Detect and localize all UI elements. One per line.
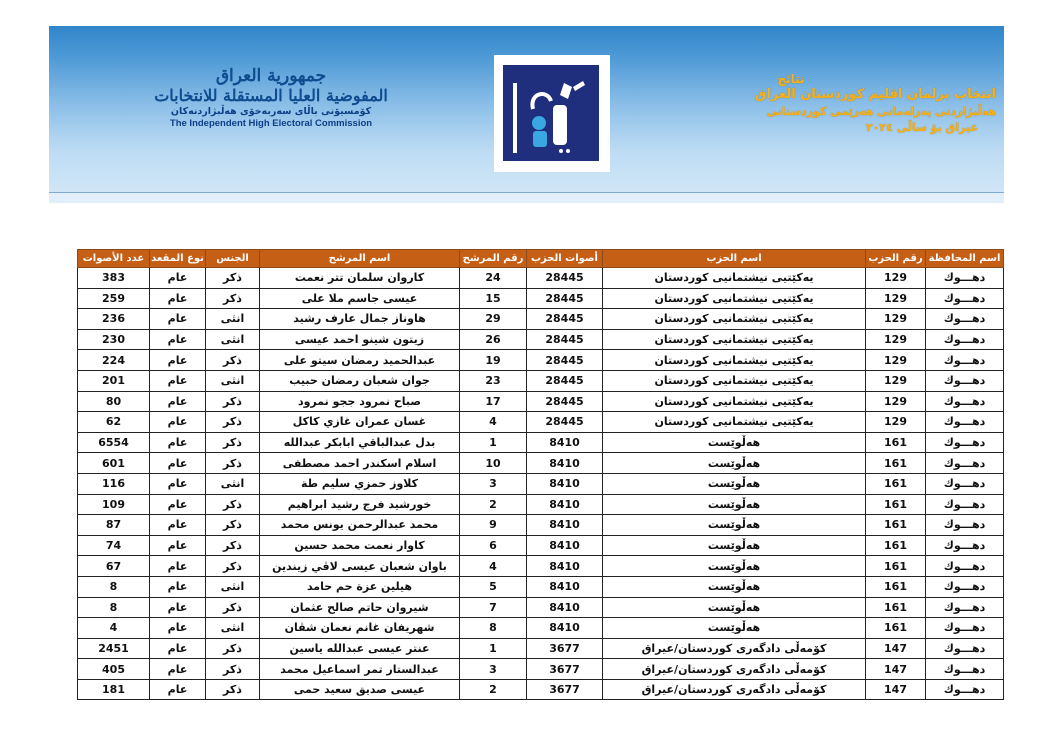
commission-kurdish-title: كۆمسیۆنی باڵای سەربەخۆی هەڵبژاردنەكان <box>170 106 372 117</box>
cell-party-votes: 3677 <box>527 679 603 700</box>
cell-candidate-name: زيتون شينو احمد عيسى <box>260 329 460 350</box>
results-title: نتائج <box>777 72 805 86</box>
cell-party-number: 147 <box>866 659 926 680</box>
cell-party-votes: 28445 <box>527 288 603 309</box>
cell-governorate: دهـــوك <box>926 329 1004 350</box>
cell-gender: انثى <box>206 329 260 350</box>
table-row <box>78 391 1004 412</box>
cell-party-number: 161 <box>866 556 926 577</box>
cell-party-name: هەڵوێست <box>603 556 866 577</box>
cell-party-votes: 8410 <box>527 432 603 453</box>
cell-gender: ذكر <box>206 494 260 515</box>
cell-seat-type: عام <box>150 659 206 680</box>
cell-party-name: يەكێتیی نیشتمانیی كوردستان <box>603 309 866 330</box>
commission-arabic-title-line2: المفوضية العليا المستقلة للانتخابات <box>154 86 388 105</box>
cell-party-votes: 28445 <box>527 309 603 330</box>
cell-gender: انثى <box>206 618 260 639</box>
cell-candidate-number: 4 <box>460 556 527 577</box>
cell-party-name: كۆمەڵی دادگەری كوردستان/عیراق <box>603 679 866 700</box>
table-row <box>78 370 1004 391</box>
cell-votes: 109 <box>78 494 150 515</box>
table-row <box>78 412 1004 433</box>
cell-votes: 181 <box>78 679 150 700</box>
cell-votes: 230 <box>78 329 150 350</box>
cell-party-votes: 8410 <box>527 473 603 494</box>
table-row <box>78 473 1004 494</box>
cell-party-number: 161 <box>866 473 926 494</box>
cell-party-name: هەڵوێست <box>603 473 866 494</box>
table-row <box>78 638 1004 659</box>
table-row <box>78 309 1004 330</box>
cell-gender: ذكر <box>206 535 260 556</box>
cell-candidate-name: شيروان حاتم صالح عثمان <box>260 597 460 618</box>
cell-party-votes: 28445 <box>527 412 603 433</box>
cell-party-name: هەڵوێست <box>603 576 866 597</box>
cell-candidate-name: هيلين عزة حم حامد <box>260 576 460 597</box>
cell-party-number: 147 <box>866 679 926 700</box>
cell-party-votes: 8410 <box>527 453 603 474</box>
column-header-party-votes: أصوات الحزب <box>527 250 603 268</box>
cell-candidate-name: عبدالستار تمر اسماعيل محمد <box>260 659 460 680</box>
cell-seat-type: عام <box>150 350 206 371</box>
cell-gender: ذكر <box>206 288 260 309</box>
cell-governorate: دهـــوك <box>926 288 1004 309</box>
cell-party-name: هەڵوێست <box>603 494 866 515</box>
cell-party-votes: 8410 <box>527 556 603 577</box>
cell-governorate: دهـــوك <box>926 473 1004 494</box>
cell-party-votes: 28445 <box>527 350 603 371</box>
cell-party-number: 129 <box>866 391 926 412</box>
cell-seat-type: عام <box>150 535 206 556</box>
cell-party-name: هەڵوێست <box>603 618 866 639</box>
cell-candidate-number: 2 <box>460 679 527 700</box>
cell-party-name: يەكێتیی نیشتمانیی كوردستان <box>603 370 866 391</box>
cell-votes: 2451 <box>78 638 150 659</box>
election-title-block <box>666 72 996 136</box>
cell-party-name: يەكێتیی نیشتمانیی كوردستان <box>603 412 866 433</box>
cell-gender: ذكر <box>206 515 260 536</box>
table-row <box>78 618 1004 639</box>
table-row <box>78 494 1004 515</box>
cell-gender: ذكر <box>206 391 260 412</box>
cell-candidate-name: بدل عبدالباقي ابابكر عبدالله <box>260 432 460 453</box>
cell-votes: 87 <box>78 515 150 536</box>
column-header-gender: الجنس <box>206 250 260 268</box>
cell-governorate: دهـــوك <box>926 576 1004 597</box>
cell-seat-type: عام <box>150 638 206 659</box>
cell-votes: 236 <box>78 309 150 330</box>
cell-seat-type: عام <box>150 515 206 536</box>
cell-party-number: 161 <box>866 597 926 618</box>
cell-votes: 116 <box>78 473 150 494</box>
cell-gender: ذكر <box>206 432 260 453</box>
cell-candidate-number: 2 <box>460 494 527 515</box>
cell-gender: ذكر <box>206 412 260 433</box>
cell-candidate-number: 24 <box>460 268 527 289</box>
cell-seat-type: عام <box>150 597 206 618</box>
cell-party-votes: 8410 <box>527 576 603 597</box>
cell-candidate-number: 1 <box>460 432 527 453</box>
cell-candidate-name: خورشيد فرج رشيد ابراهيم <box>260 494 460 515</box>
cell-seat-type: عام <box>150 494 206 515</box>
cell-votes: 6554 <box>78 432 150 453</box>
cell-seat-type: عام <box>150 618 206 639</box>
cell-party-number: 129 <box>866 412 926 433</box>
cell-seat-type: عام <box>150 329 206 350</box>
cell-governorate: دهـــوك <box>926 412 1004 433</box>
cell-party-number: 147 <box>866 638 926 659</box>
cell-party-votes: 28445 <box>527 268 603 289</box>
cell-candidate-number: 10 <box>460 453 527 474</box>
cell-candidate-name: هاوناز جمال عارف رشيد <box>260 309 460 330</box>
cell-party-number: 161 <box>866 515 926 536</box>
cell-seat-type: عام <box>150 556 206 577</box>
cell-gender: ذكر <box>206 679 260 700</box>
cell-governorate: دهـــوك <box>926 535 1004 556</box>
cell-candidate-name: غسان عمران غازي كاكل <box>260 412 460 433</box>
commission-arabic-title-line1: جمهورية العراق <box>215 66 327 86</box>
cell-candidate-name: عيسى جاسم ملا على <box>260 288 460 309</box>
cell-candidate-number: 23 <box>460 370 527 391</box>
cell-governorate: دهـــوك <box>926 597 1004 618</box>
cell-seat-type: عام <box>150 370 206 391</box>
cell-candidate-number: 15 <box>460 288 527 309</box>
column-header-votes: عدد الأصوات <box>78 250 150 268</box>
election-year: عیراق بۆ ساڵی ٢٠٢٤ <box>865 121 978 134</box>
cell-candidate-number: 4 <box>460 412 527 433</box>
cell-party-name: هەڵوێست <box>603 515 866 536</box>
cell-party-name: كۆمەڵی دادگەری كوردستان/عیراق <box>603 659 866 680</box>
cell-party-name: كۆمەڵی دادگەری كوردستان/عیراق <box>603 638 866 659</box>
cell-party-number: 161 <box>866 494 926 515</box>
cell-party-votes: 3677 <box>527 659 603 680</box>
table-row <box>78 597 1004 618</box>
cell-seat-type: عام <box>150 391 206 412</box>
cell-candidate-number: 17 <box>460 391 527 412</box>
cell-governorate: دهـــوك <box>926 432 1004 453</box>
cell-seat-type: عام <box>150 453 206 474</box>
cell-candidate-name: محمد عبدالرحمن يونس محمد <box>260 515 460 536</box>
cell-votes: 67 <box>78 556 150 577</box>
commission-english-title: The Independent High Electoral Commission <box>169 118 373 129</box>
cell-gender: انثى <box>206 370 260 391</box>
cell-candidate-name: كاوار نعمت محمد حسين <box>260 535 460 556</box>
cell-candidate-name: عيسى صديق سعيد حمى <box>260 679 460 700</box>
cell-candidate-number: 8 <box>460 618 527 639</box>
cell-gender: انثى <box>206 473 260 494</box>
cell-party-number: 161 <box>866 453 926 474</box>
table-row <box>78 659 1004 680</box>
cell-votes: 259 <box>78 288 150 309</box>
cell-gender: ذكر <box>206 638 260 659</box>
cell-candidate-name: اسلام اسكندر احمد مصطفى <box>260 453 460 474</box>
cell-party-number: 129 <box>866 309 926 330</box>
table-row <box>78 515 1004 536</box>
cell-seat-type: عام <box>150 679 206 700</box>
cell-votes: 80 <box>78 391 150 412</box>
cell-candidate-name: عبدالحميد رمضان سيتو على <box>260 350 460 371</box>
cell-party-number: 129 <box>866 288 926 309</box>
ballot-logo-icon <box>503 65 599 161</box>
column-header-governorate: اسم المحافظة <box>926 250 1004 268</box>
cell-party-number: 161 <box>866 618 926 639</box>
cell-candidate-number: 6 <box>460 535 527 556</box>
cell-party-name: هەڵوێست <box>603 432 866 453</box>
cell-party-votes: 3677 <box>527 638 603 659</box>
cell-gender: ذكر <box>206 268 260 289</box>
cell-candidate-number: 1 <box>460 638 527 659</box>
cell-party-name: يەكێتیی نیشتمانیی كوردستان <box>603 329 866 350</box>
cell-gender: ذكر <box>206 659 260 680</box>
cell-governorate: دهـــوك <box>926 679 1004 700</box>
cell-party-name: يەكێتیی نیشتمانیی كوردستان <box>603 350 866 371</box>
cell-governorate: دهـــوك <box>926 453 1004 474</box>
table-row <box>78 329 1004 350</box>
cell-party-number: 129 <box>866 329 926 350</box>
cell-party-name: هەڵوێست <box>603 597 866 618</box>
cell-candidate-name: كاروان سلمان تتر نعمت <box>260 268 460 289</box>
cell-party-votes: 8410 <box>527 535 603 556</box>
cell-candidate-number: 26 <box>460 329 527 350</box>
cell-party-number: 161 <box>866 576 926 597</box>
ihec-logo <box>494 55 610 172</box>
election-title-kurdish: هەڵبژاردنی پەرلەمانی هەرێمی كوردستانی <box>766 105 996 118</box>
cell-party-votes: 28445 <box>527 391 603 412</box>
cell-gender: ذكر <box>206 597 260 618</box>
cell-governorate: دهـــوك <box>926 494 1004 515</box>
cell-votes: 8 <box>78 597 150 618</box>
cell-votes: 405 <box>78 659 150 680</box>
cell-party-name: يەكێتیی نیشتمانیی كوردستان <box>603 288 866 309</box>
results-table <box>77 249 1004 700</box>
cell-party-number: 129 <box>866 268 926 289</box>
column-header-seat-type: نوع المقعد <box>150 250 206 268</box>
cell-seat-type: عام <box>150 412 206 433</box>
cell-candidate-number: 3 <box>460 659 527 680</box>
cell-candidate-name: كلاوز حمزي سليم طة <box>260 473 460 494</box>
cell-governorate: دهـــوك <box>926 618 1004 639</box>
cell-governorate: دهـــوك <box>926 370 1004 391</box>
column-header-candidate-name: اسم المرشح <box>260 250 460 268</box>
cell-governorate: دهـــوك <box>926 268 1004 289</box>
cell-votes: 74 <box>78 535 150 556</box>
cell-candidate-number: 19 <box>460 350 527 371</box>
table-row <box>78 288 1004 309</box>
cell-party-votes: 8410 <box>527 618 603 639</box>
cell-gender: انثى <box>206 576 260 597</box>
column-header-party-name: اسم الحزب <box>603 250 866 268</box>
cell-candidate-name: شهريفان غانم نعمان شڤان <box>260 618 460 639</box>
table-row <box>78 556 1004 577</box>
cell-party-name: يەكێتیی نیشتمانیی كوردستان <box>603 268 866 289</box>
cell-candidate-number: 5 <box>460 576 527 597</box>
cell-governorate: دهـــوك <box>926 350 1004 371</box>
cell-seat-type: عام <box>150 473 206 494</box>
cell-party-votes: 28445 <box>527 329 603 350</box>
banner-footer-strip <box>49 193 1004 203</box>
cell-votes: 601 <box>78 453 150 474</box>
cell-party-name: هەڵوێست <box>603 453 866 474</box>
cell-governorate: دهـــوك <box>926 638 1004 659</box>
cell-governorate: دهـــوك <box>926 556 1004 577</box>
cell-party-number: 161 <box>866 432 926 453</box>
cell-seat-type: عام <box>150 288 206 309</box>
table-row <box>78 535 1004 556</box>
commission-emblem <box>141 66 401 129</box>
column-header-candidate-number: رقم المرشح <box>460 250 527 268</box>
cell-votes: 62 <box>78 412 150 433</box>
cell-party-votes: 8410 <box>527 494 603 515</box>
cell-candidate-name: باوان شعبان عيسى لاڤي زيندين <box>260 556 460 577</box>
cell-candidate-name: عنتر عيسى عبدالله ياسين <box>260 638 460 659</box>
table-row <box>78 268 1004 289</box>
table-header-row <box>78 250 1004 268</box>
cell-seat-type: عام <box>150 309 206 330</box>
table-row <box>78 576 1004 597</box>
cell-governorate: دهـــوك <box>926 391 1004 412</box>
cell-seat-type: عام <box>150 268 206 289</box>
cell-candidate-number: 3 <box>460 473 527 494</box>
cell-party-name: هەڵوێست <box>603 535 866 556</box>
cell-candidate-number: 9 <box>460 515 527 536</box>
cell-gender: ذكر <box>206 556 260 577</box>
cell-seat-type: عام <box>150 432 206 453</box>
cell-votes: 383 <box>78 268 150 289</box>
cell-party-name: يەكێتیی نیشتمانیی كوردستان <box>603 391 866 412</box>
cell-candidate-name: جوان شعبان رمضان حبيب <box>260 370 460 391</box>
table-row <box>78 679 1004 700</box>
election-title-arabic: انتخاب برلمان اقليم كوردستان العراق <box>754 87 996 102</box>
cell-votes: 8 <box>78 576 150 597</box>
cell-gender: ذكر <box>206 453 260 474</box>
cell-candidate-number: 7 <box>460 597 527 618</box>
cell-seat-type: عام <box>150 576 206 597</box>
table-row <box>78 350 1004 371</box>
cell-governorate: دهـــوك <box>926 309 1004 330</box>
cell-candidate-number: 29 <box>460 309 527 330</box>
table-row <box>78 432 1004 453</box>
cell-governorate: دهـــوك <box>926 515 1004 536</box>
cell-governorate: دهـــوك <box>926 659 1004 680</box>
header-banner <box>49 26 1004 203</box>
cell-votes: 201 <box>78 370 150 391</box>
cell-party-number: 161 <box>866 535 926 556</box>
cell-party-number: 129 <box>866 370 926 391</box>
cell-candidate-name: صباح نمرود ججو نمرود <box>260 391 460 412</box>
cell-gender: ذكر <box>206 350 260 371</box>
cell-votes: 4 <box>78 618 150 639</box>
column-header-party-number: رقم الحزب <box>866 250 926 268</box>
cell-party-number: 129 <box>866 350 926 371</box>
cell-party-votes: 8410 <box>527 597 603 618</box>
cell-gender: انثى <box>206 309 260 330</box>
cell-votes: 224 <box>78 350 150 371</box>
table-row <box>78 453 1004 474</box>
cell-party-votes: 28445 <box>527 370 603 391</box>
cell-party-votes: 8410 <box>527 515 603 536</box>
